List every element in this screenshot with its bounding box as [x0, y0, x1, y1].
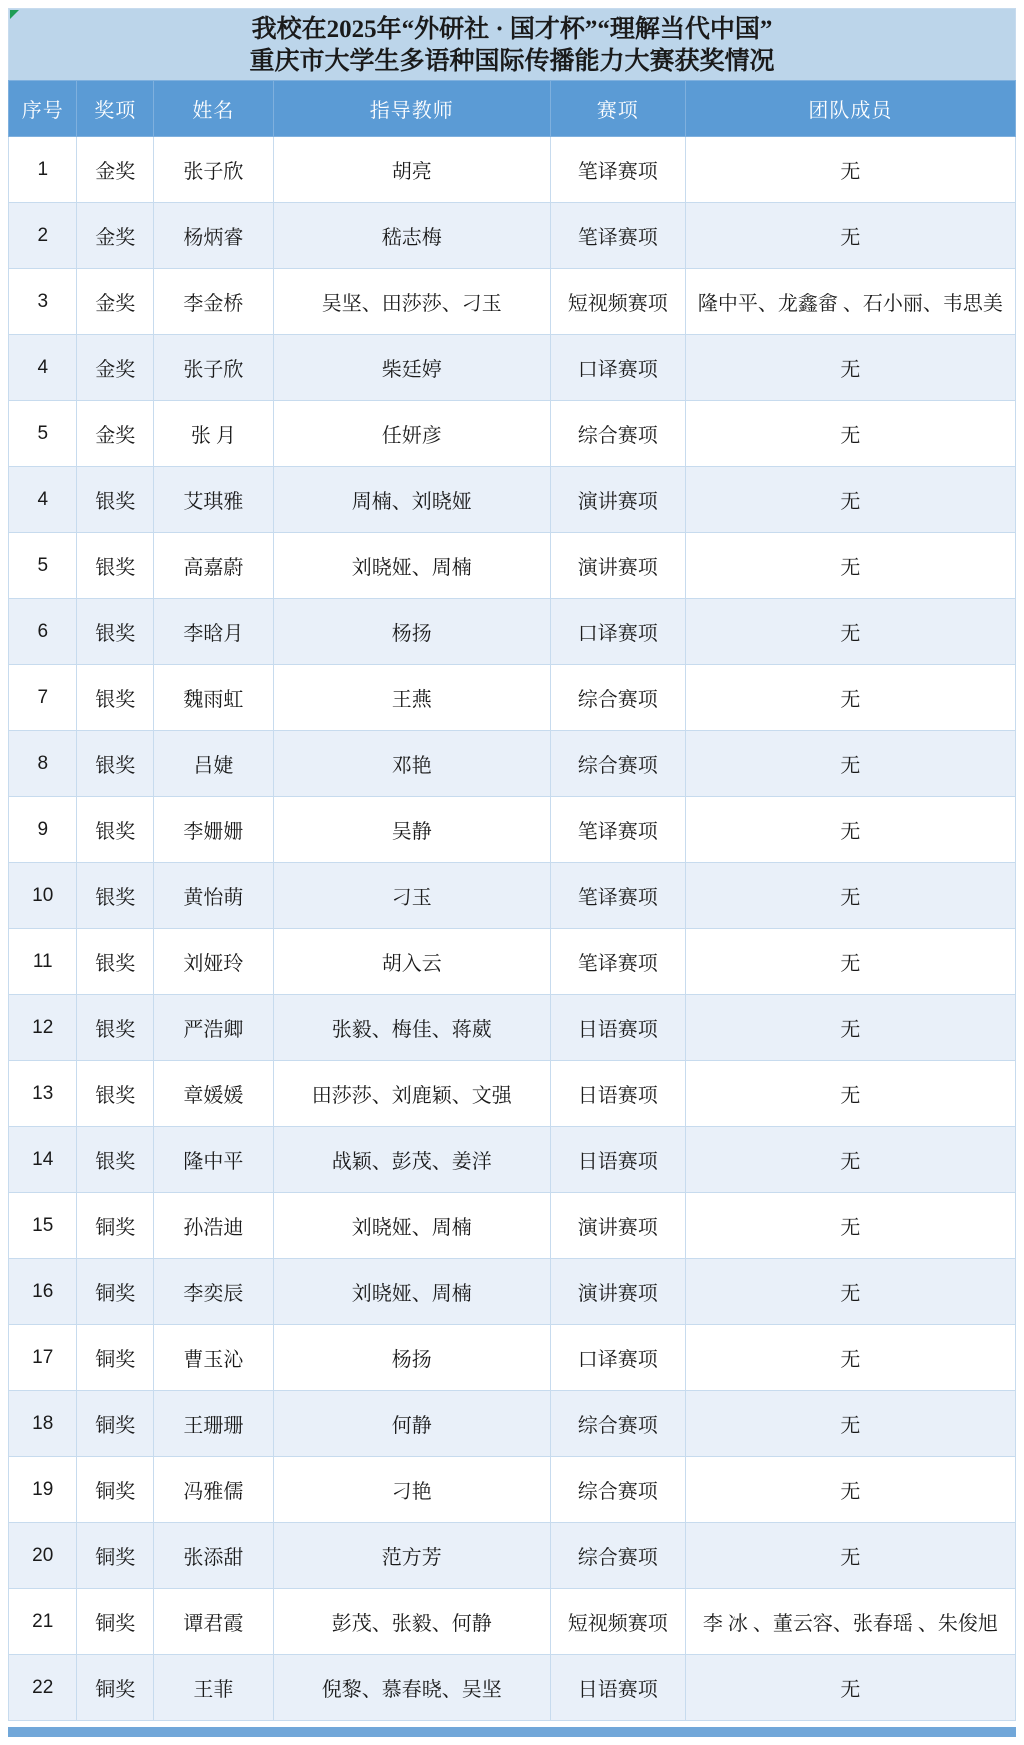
table-cell: 谭君霞 [154, 1589, 274, 1655]
table-row [9, 1127, 1016, 1193]
table-cell: 综合赛项 [550, 1391, 685, 1457]
table-cell: 笔译赛项 [550, 863, 685, 929]
spreadsheet-corner-marker-icon [10, 10, 19, 19]
table-row [9, 1259, 1016, 1325]
table-cell: 12 [9, 995, 77, 1061]
table-row [9, 335, 1016, 401]
title-line-2: 重庆市大学生多语种国际传播能力大赛获奖情况 [249, 47, 775, 75]
table-cell: 李金桥 [154, 269, 274, 335]
table-cell: 15 [9, 1193, 77, 1259]
table-cell: 无 [685, 1193, 1015, 1259]
table-cell: 无 [685, 467, 1015, 533]
table-cell: 隆中平 [154, 1127, 274, 1193]
table-row [9, 269, 1016, 335]
table-cell: 无 [685, 1655, 1015, 1721]
table-cell: 铜奖 [77, 1457, 154, 1523]
table-cell: 无 [685, 665, 1015, 731]
table-cell: 曹玉沁 [154, 1325, 274, 1391]
table-cell: 吴静 [273, 797, 550, 863]
table-cell: 铜奖 [77, 1193, 154, 1259]
bottom-border-bar [8, 1727, 1016, 1737]
table-cell: 战颖、彭茂、姜洋 [273, 1127, 550, 1193]
header-row [9, 81, 1016, 137]
table-row [9, 1325, 1016, 1391]
table-cell: 铜奖 [77, 1259, 154, 1325]
table-title [8, 8, 1016, 80]
table-cell: 张添甜 [154, 1523, 274, 1589]
table-cell: 无 [685, 995, 1015, 1061]
table-row [9, 1589, 1016, 1655]
table-cell: 任妍彦 [273, 401, 550, 467]
table-cell: 胡亮 [273, 137, 550, 203]
table-cell: 短视频赛项 [550, 1589, 685, 1655]
column-header-team: 团队成员 [685, 81, 1015, 137]
table-cell: 李 冰 、董云容、张春瑶 、朱俊旭 [685, 1589, 1015, 1655]
table-row [9, 1523, 1016, 1589]
table-cell: 无 [685, 1127, 1015, 1193]
table-cell: 无 [685, 1523, 1015, 1589]
table-cell: 银奖 [77, 665, 154, 731]
table-cell: 铜奖 [77, 1589, 154, 1655]
table-cell: 19 [9, 1457, 77, 1523]
table-cell: 倪黎、慕春晓、吴坚 [273, 1655, 550, 1721]
table-cell: 日语赛项 [550, 1655, 685, 1721]
table-cell: 无 [685, 929, 1015, 995]
table-row [9, 137, 1016, 203]
table-cell: 冯雅儒 [154, 1457, 274, 1523]
table-row [9, 467, 1016, 533]
table-cell: 无 [685, 1061, 1015, 1127]
table-cell: 5 [9, 401, 77, 467]
table-cell: 13 [9, 1061, 77, 1127]
table-cell: 何静 [273, 1391, 550, 1457]
table-row [9, 1391, 1016, 1457]
table-cell: 吴坚、田莎莎、刁玉 [273, 269, 550, 335]
table-cell: 艾琪雅 [154, 467, 274, 533]
table-cell: 无 [685, 1457, 1015, 1523]
table-row [9, 995, 1016, 1061]
table-header [9, 81, 1016, 137]
table-cell: 银奖 [77, 533, 154, 599]
table-row [9, 533, 1016, 599]
table-cell: 李晗月 [154, 599, 274, 665]
table-cell: 张子欣 [154, 335, 274, 401]
column-header-teacher: 指导教师 [273, 81, 550, 137]
table-cell: 口译赛项 [550, 1325, 685, 1391]
table-cell: 无 [685, 335, 1015, 401]
table-cell: 2 [9, 203, 77, 269]
table-cell: 11 [9, 929, 77, 995]
table-cell: 周楠、刘晓娅 [273, 467, 550, 533]
table-cell: 刘晓娅、周楠 [273, 1259, 550, 1325]
table-cell: 5 [9, 533, 77, 599]
column-header-event: 赛项 [550, 81, 685, 137]
table-cell: 吕婕 [154, 731, 274, 797]
column-header-index: 序号 [9, 81, 77, 137]
table-cell: 16 [9, 1259, 77, 1325]
table-cell: 范方芳 [273, 1523, 550, 1589]
table-cell: 笔译赛项 [550, 929, 685, 995]
table-cell: 9 [9, 797, 77, 863]
awards-sheet [8, 8, 1016, 1737]
table-cell: 无 [685, 599, 1015, 665]
table-cell: 综合赛项 [550, 1457, 685, 1523]
table-cell: 无 [685, 533, 1015, 599]
table-cell: 无 [685, 1325, 1015, 1391]
table-row [9, 863, 1016, 929]
table-cell: 无 [685, 797, 1015, 863]
table-cell: 王燕 [273, 665, 550, 731]
table-cell: 王菲 [154, 1655, 274, 1721]
table-cell: 22 [9, 1655, 77, 1721]
table-cell: 无 [685, 1259, 1015, 1325]
table-cell: 6 [9, 599, 77, 665]
awards-table [8, 80, 1016, 1721]
table-cell: 魏雨虹 [154, 665, 274, 731]
title-line-1: 我校在2025年“外研社 · 国才杯”“理解当代中国” [251, 16, 773, 43]
table-row [9, 731, 1016, 797]
table-cell: 1 [9, 137, 77, 203]
table-cell: 张 月 [154, 401, 274, 467]
table-row [9, 1193, 1016, 1259]
table-cell: 无 [685, 863, 1015, 929]
table-row [9, 1655, 1016, 1721]
table-cell: 刘娅玲 [154, 929, 274, 995]
table-cell: 严浩卿 [154, 995, 274, 1061]
table-cell: 日语赛项 [550, 1127, 685, 1193]
table-cell: 无 [685, 731, 1015, 797]
table-row [9, 599, 1016, 665]
table-cell: 10 [9, 863, 77, 929]
table-cell: 演讲赛项 [550, 1259, 685, 1325]
table-row [9, 203, 1016, 269]
table-cell: 铜奖 [77, 1523, 154, 1589]
table-cell: 无 [685, 401, 1015, 467]
table-cell: 刘晓娅、周楠 [273, 533, 550, 599]
table-cell: 银奖 [77, 863, 154, 929]
table-cell: 4 [9, 335, 77, 401]
table-cell: 杨扬 [273, 599, 550, 665]
table-cell: 银奖 [77, 1061, 154, 1127]
table-cell: 3 [9, 269, 77, 335]
table-cell: 柴廷婷 [273, 335, 550, 401]
table-cell: 金奖 [77, 401, 154, 467]
table-cell: 彭茂、张毅、何静 [273, 1589, 550, 1655]
table-cell: 银奖 [77, 467, 154, 533]
table-cell: 21 [9, 1589, 77, 1655]
table-row [9, 797, 1016, 863]
table-row [9, 1061, 1016, 1127]
table-cell: 无 [685, 137, 1015, 203]
table-cell: 银奖 [77, 1127, 154, 1193]
table-cell: 金奖 [77, 335, 154, 401]
table-cell: 章媛媛 [154, 1061, 274, 1127]
table-cell: 田莎莎、刘鹿颖、文强 [273, 1061, 550, 1127]
table-cell: 刘晓娅、周楠 [273, 1193, 550, 1259]
table-cell: 金奖 [77, 203, 154, 269]
table-cell: 银奖 [77, 929, 154, 995]
table-cell: 日语赛项 [550, 1061, 685, 1127]
table-body [9, 137, 1016, 1721]
table-cell: 刁玉 [273, 863, 550, 929]
table-row [9, 929, 1016, 995]
table-cell: 银奖 [77, 599, 154, 665]
table-cell: 17 [9, 1325, 77, 1391]
table-cell: 短视频赛项 [550, 269, 685, 335]
column-header-award: 奖项 [77, 81, 154, 137]
table-cell: 黄怡萌 [154, 863, 274, 929]
table-cell: 银奖 [77, 797, 154, 863]
table-cell: 日语赛项 [550, 995, 685, 1061]
table-cell: 口译赛项 [550, 335, 685, 401]
table-cell: 李奕辰 [154, 1259, 274, 1325]
table-cell: 杨扬 [273, 1325, 550, 1391]
table-cell: 嵇志梅 [273, 203, 550, 269]
table-cell: 4 [9, 467, 77, 533]
table-row [9, 665, 1016, 731]
table-cell: 张子欣 [154, 137, 274, 203]
table-cell: 铜奖 [77, 1325, 154, 1391]
table-cell: 演讲赛项 [550, 1193, 685, 1259]
table-cell: 综合赛项 [550, 1523, 685, 1589]
table-cell: 张毅、梅佳、蒋葳 [273, 995, 550, 1061]
table-cell: 孙浩迪 [154, 1193, 274, 1259]
table-cell: 银奖 [77, 995, 154, 1061]
table-cell: 笔译赛项 [550, 797, 685, 863]
table-cell: 综合赛项 [550, 665, 685, 731]
table-cell: 演讲赛项 [550, 533, 685, 599]
column-header-name: 姓名 [154, 81, 274, 137]
table-cell: 无 [685, 203, 1015, 269]
table-cell: 隆中平、龙鑫畲 、石小丽、韦思美 [685, 269, 1015, 335]
table-cell: 笔译赛项 [550, 137, 685, 203]
table-cell: 王珊珊 [154, 1391, 274, 1457]
table-cell: 无 [685, 1391, 1015, 1457]
table-cell: 铜奖 [77, 1655, 154, 1721]
table-cell: 金奖 [77, 269, 154, 335]
table-cell: 7 [9, 665, 77, 731]
table-cell: 演讲赛项 [550, 467, 685, 533]
table-cell: 杨炳睿 [154, 203, 274, 269]
table-cell: 笔译赛项 [550, 203, 685, 269]
table-cell: 20 [9, 1523, 77, 1589]
table-cell: 14 [9, 1127, 77, 1193]
table-cell: 综合赛项 [550, 731, 685, 797]
table-cell: 8 [9, 731, 77, 797]
table-cell: 邓艳 [273, 731, 550, 797]
table-row [9, 401, 1016, 467]
table-cell: 李姗姗 [154, 797, 274, 863]
table-cell: 口译赛项 [550, 599, 685, 665]
table-cell: 胡入云 [273, 929, 550, 995]
table-cell: 18 [9, 1391, 77, 1457]
table-cell: 金奖 [77, 137, 154, 203]
table-cell: 综合赛项 [550, 401, 685, 467]
table-cell: 银奖 [77, 731, 154, 797]
table-cell: 高嘉蔚 [154, 533, 274, 599]
table-cell: 刁艳 [273, 1457, 550, 1523]
table-cell: 铜奖 [77, 1391, 154, 1457]
table-row [9, 1457, 1016, 1523]
